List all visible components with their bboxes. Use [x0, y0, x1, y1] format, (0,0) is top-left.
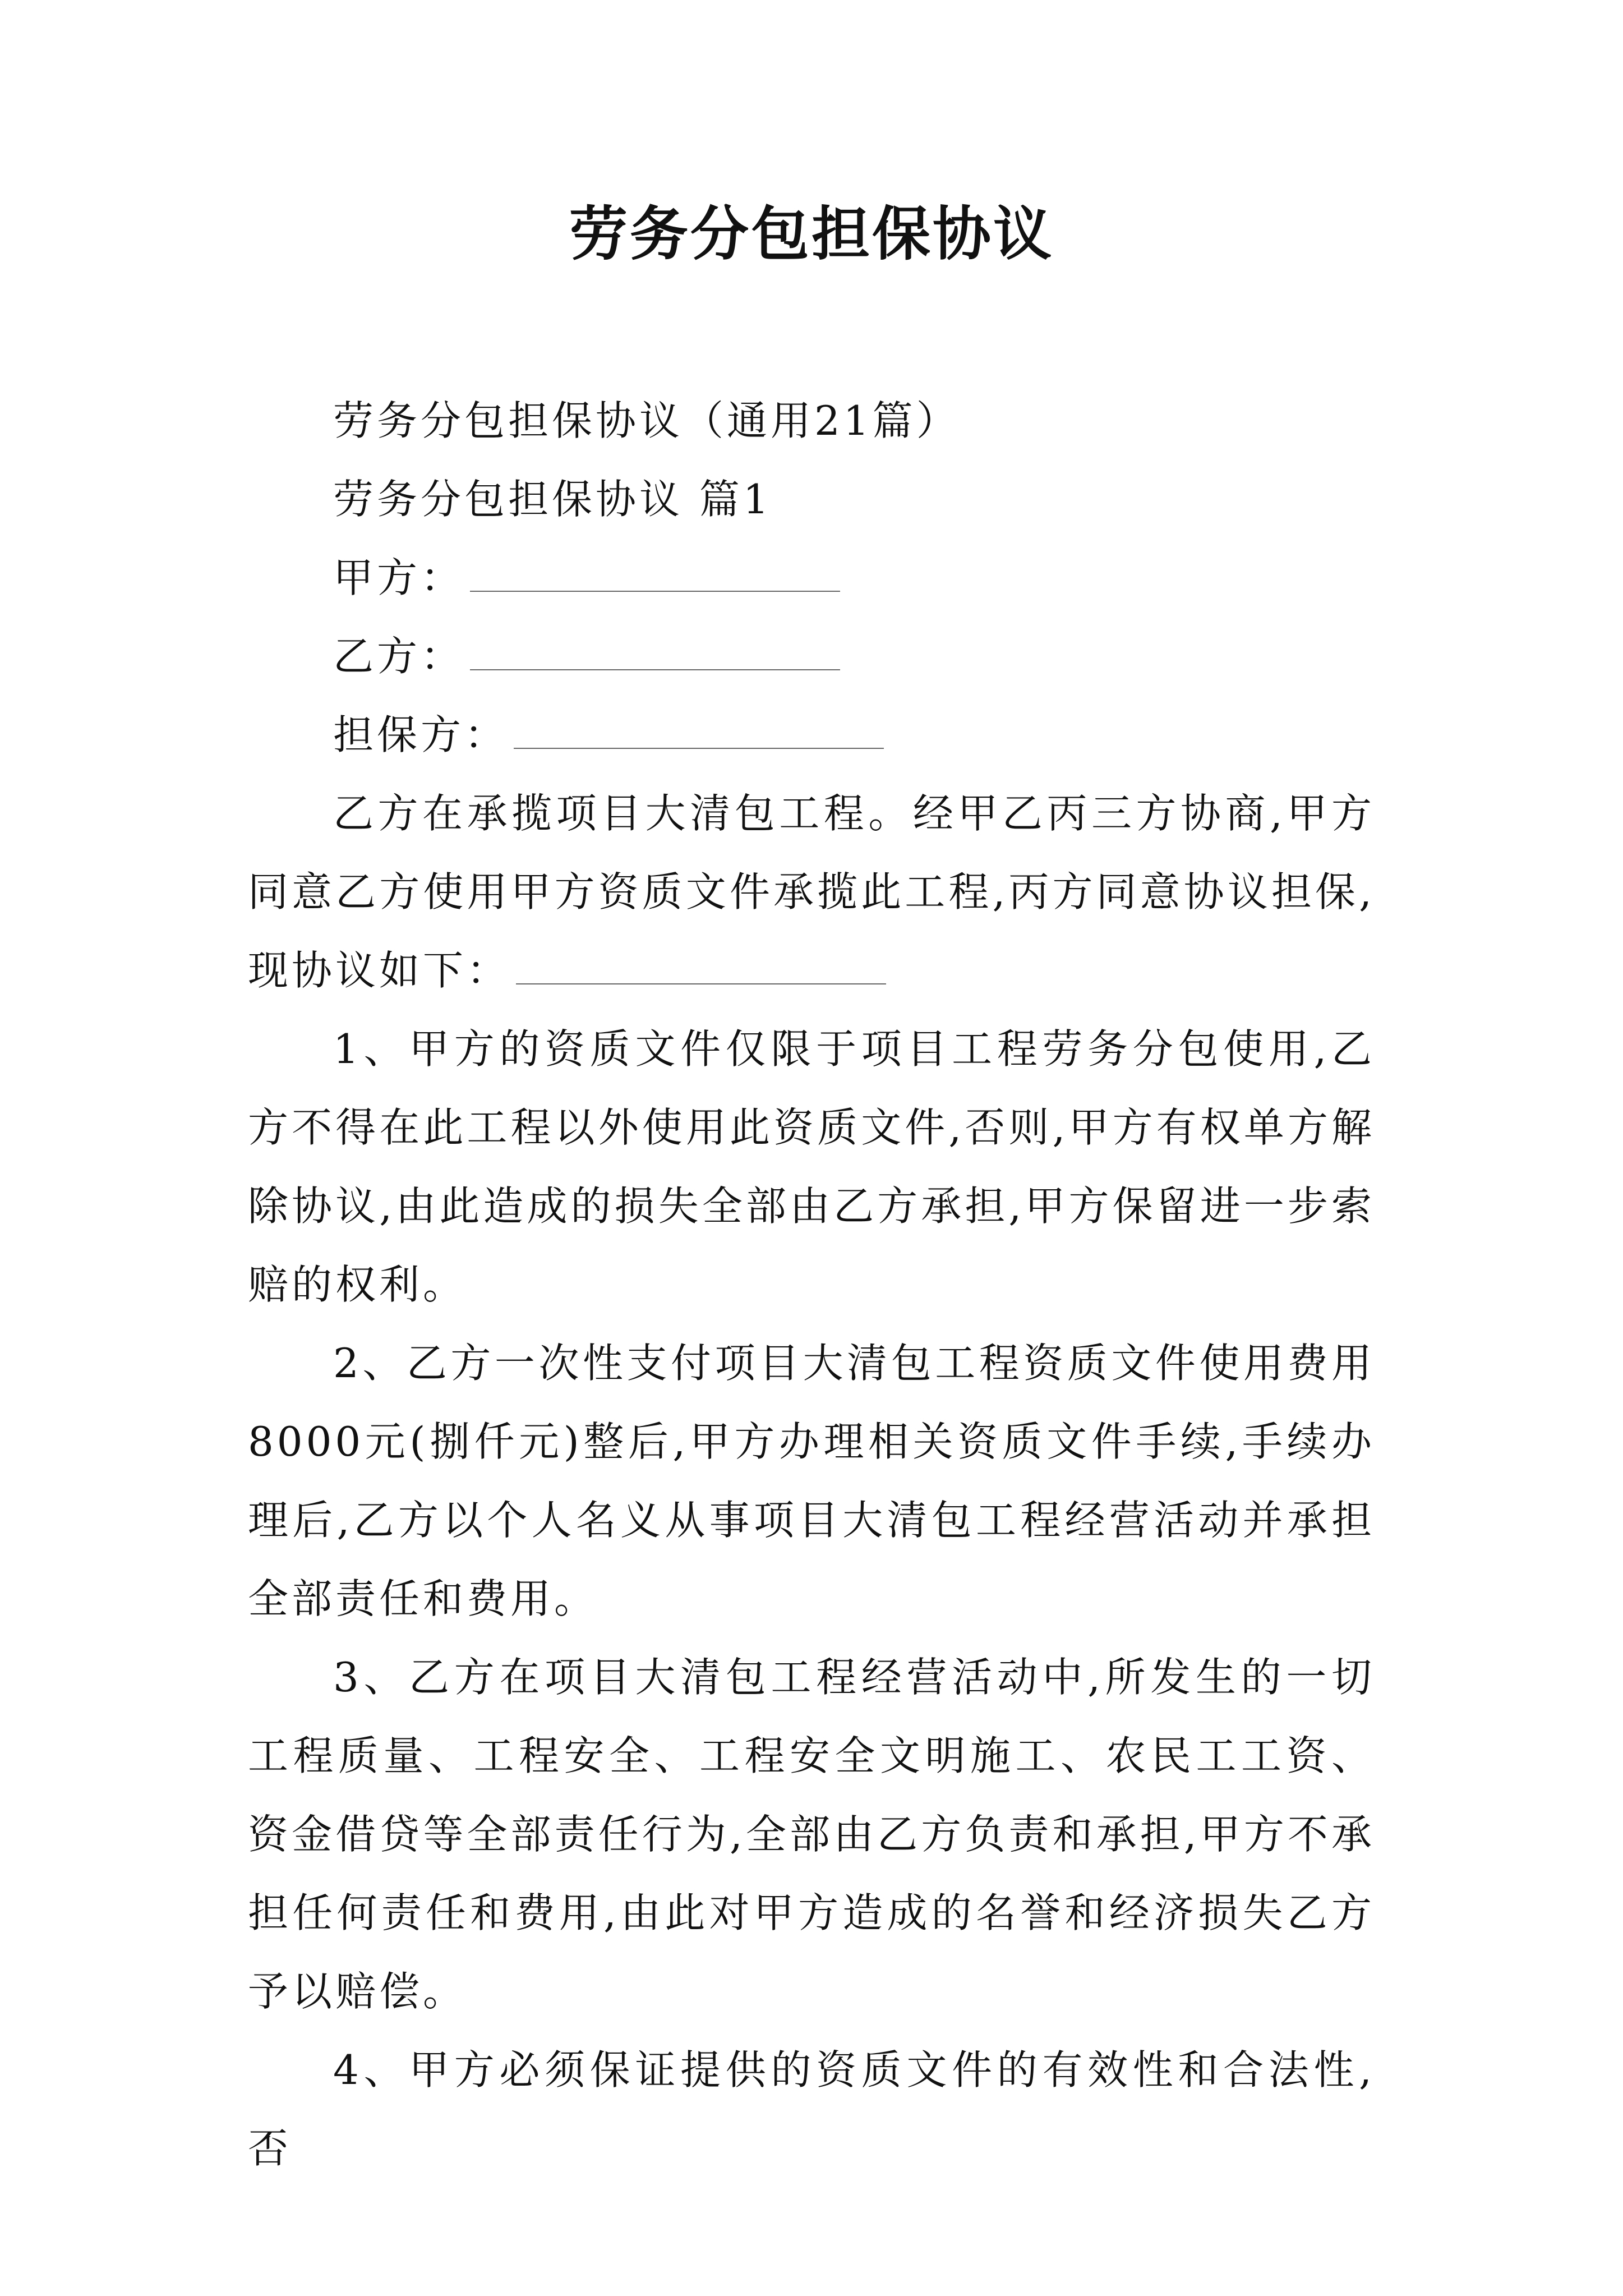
party-b-line [248, 617, 1375, 696]
party-a-label: 甲方： [333, 554, 465, 601]
clause-4: 4、甲方必须保证提供的资质文件的有效性和合法性,否 [248, 2046, 1375, 2172]
clause-2: 2、乙方一次性支付项目大清包工程资质文件使用费用8000元(捌仟元)整后,甲方办理相关资质文件手续,手续办理后,乙方以个人名义从事项目大清包工程经营活动并承担全部责任和费用。 [248, 1340, 1375, 1622]
party-b-blank [470, 628, 840, 670]
clause-3: 3、乙方在项目大清包工程经营活动中,所发生的一切工程质量、工程安全、工程安全文明施工、农民工工资、资金借贷等全部责任行为,全部由乙方负责和承担,甲方不承担任何责任和费用,由此对甲方造成的名誉和经济损失乙方予以赔偿。 [248, 1654, 1375, 2015]
party-a-blank [470, 549, 840, 592]
clause-1: 1、甲方的资质文件仅限于项目工程劳务分包使用,乙方不得在此工程以外使用此资质文件,否则,甲方有权单方解除协议,由此造成的损失全部由乙方承担,甲方保留进一步索赔的权利。 [248, 1025, 1375, 1308]
document-body [248, 381, 1375, 2188]
guarantor-line [248, 696, 1375, 774]
section-heading: 劳务分包担保协议 篇1 [333, 476, 772, 523]
intro-blank [516, 942, 886, 984]
party-a-line [248, 539, 1375, 617]
guarantor-blank [514, 706, 884, 749]
party-b-label: 乙方： [333, 633, 465, 680]
document-title: 劳务分包担保协议 [569, 199, 1054, 268]
document-subtitle: 劳务分包担保协议（通用21篇） [333, 397, 960, 444]
intro-text: 乙方在承揽项目大清包工程。经甲乙丙三方协商,甲方同意乙方使用甲方资质文件承揽此工程,丙方同意协议担保,现协议如下： [248, 790, 1375, 994]
guarantor-label: 担保方： [333, 711, 509, 758]
intro-paragraph [248, 774, 1375, 1010]
